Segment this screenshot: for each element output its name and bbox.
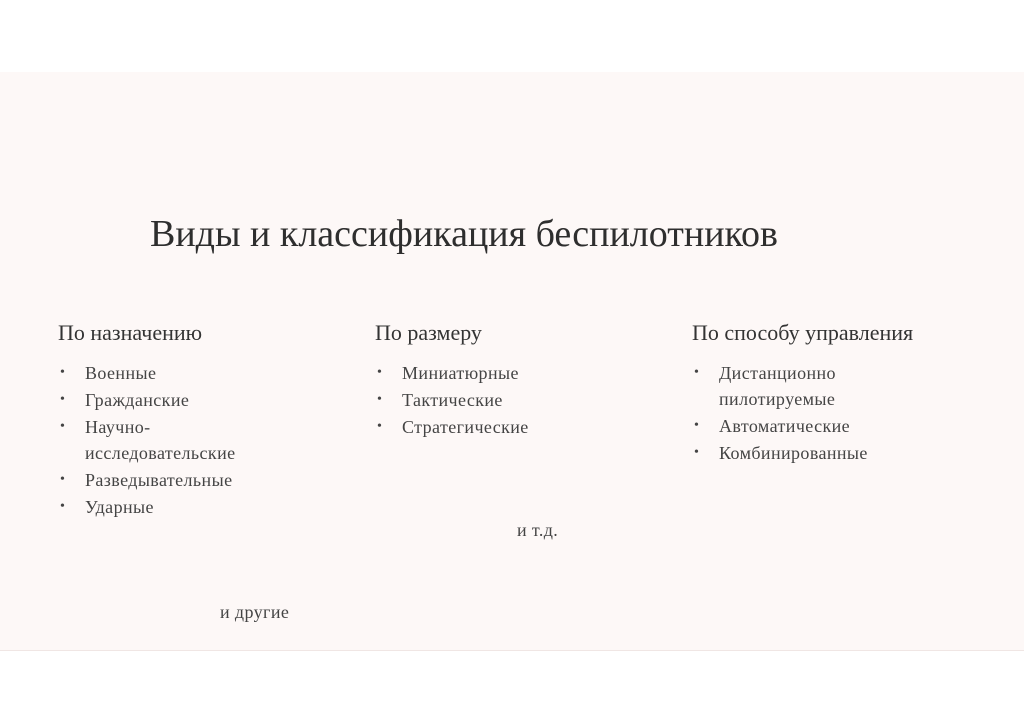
column-heading: По назначению (58, 320, 203, 345)
list-item-label: Научно-исследовательские (85, 417, 236, 463)
bullet-list (692, 360, 992, 466)
column-by-size (375, 320, 635, 540)
list-item-label: Комбинированные (719, 443, 868, 463)
list-item-label: Ударные (85, 497, 154, 517)
column-heading: По размеру (375, 320, 482, 345)
bullet-icon: • (60, 392, 66, 407)
list-item-label: Стратегические (402, 417, 529, 437)
list-item (375, 387, 635, 413)
list-item (58, 494, 338, 520)
bullet-icon: • (694, 365, 700, 380)
list-item (375, 360, 635, 386)
bullet-icon: • (377, 365, 383, 380)
list-item (375, 414, 635, 440)
list-item (692, 360, 879, 412)
column-tail-text: и другие (220, 602, 290, 622)
list-item (58, 414, 285, 466)
bullet-icon: • (60, 365, 66, 380)
bullet-icon: • (377, 419, 383, 434)
bullet-icon: • (60, 472, 66, 487)
list-item-label: Дистанционно пилотируемые (719, 363, 836, 409)
bullet-icon: • (60, 499, 66, 514)
list-item-label: Миниатюрные (402, 363, 519, 383)
slide-title: Виды и классификация беспилотников (150, 213, 779, 255)
slide-panel (0, 72, 1024, 651)
list-item-label: Разведывательные (85, 470, 233, 490)
bullet-icon: • (60, 419, 66, 434)
list-item-label: Гражданские (85, 390, 190, 410)
column-tail-text: и т.д. (517, 520, 559, 540)
bullet-icon: • (694, 445, 700, 460)
column-by-purpose (58, 320, 338, 622)
list-item-label: Автоматические (719, 416, 851, 436)
bullet-icon: • (377, 392, 383, 407)
list-item (58, 467, 338, 493)
list-item (58, 387, 338, 413)
list-item (692, 440, 992, 466)
bullet-icon: • (694, 418, 700, 433)
column-heading: По способу управления (692, 320, 914, 345)
list-item-label: Тактические (402, 390, 503, 410)
bullet-list (375, 360, 635, 440)
list-item-label: Военные (85, 363, 157, 383)
column-by-control (692, 320, 992, 467)
list-item (692, 413, 992, 439)
bullet-list (58, 360, 338, 520)
list-item (58, 360, 338, 386)
